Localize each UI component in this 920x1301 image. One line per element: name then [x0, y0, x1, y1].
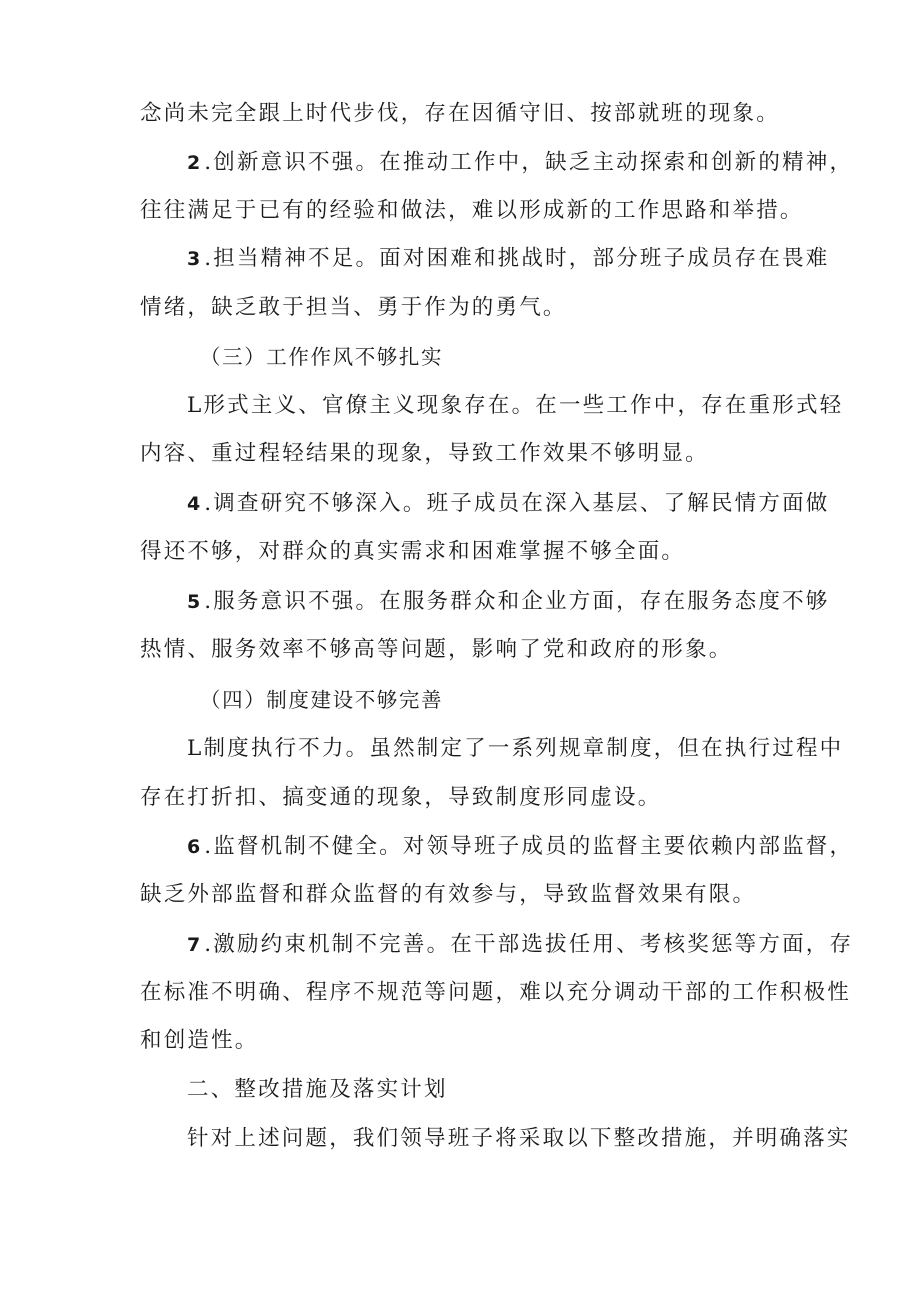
paragraph-line: 念尚未完全跟上时代步伐，存在因循守旧、按部就班的现象。 — [140, 101, 780, 126]
item-number: 2 — [187, 152, 201, 174]
item-number: 5 — [187, 591, 201, 613]
paragraph-line: 得还不够，对群众的真实需求和困难掌握不够全面。 — [140, 539, 686, 564]
paragraph-line: .服务意识不强。在服务群众和企业方面，存在服务态度不够 — [204, 589, 830, 614]
paragraph-line: 缺乏外部监督和群众监督的有效参与，导致监督效果有限。 — [140, 882, 757, 907]
paragraph-line: 往往满足于已有的经验和做法，难以形成新的工作思路和举措。 — [140, 198, 804, 223]
numbered-paragraph-4 — [187, 489, 829, 519]
numbered-paragraph-6 — [187, 832, 853, 862]
numbered-paragraph-3 — [187, 244, 829, 274]
numbered-paragraph-2 — [187, 148, 853, 178]
paragraph-line: 存在打折扣、搞变通的现象，导致制度形同虚设。 — [140, 785, 662, 810]
paragraph-line: 在标准不明确、程序不规范等问题，难以充分调动干部的工作积极性 — [140, 980, 852, 1005]
paragraph-line: .担当精神不足。面对困难和挑战时，部分班子成员存在畏难 — [204, 246, 830, 271]
paragraph-line: 热情、服务效率不够高等问题，影响了党和政府的形象。 — [140, 637, 733, 662]
item-number: 7 — [187, 934, 201, 956]
numbered-paragraph-7 — [187, 930, 853, 960]
section-heading: （三）工作作风不够扎实 — [200, 345, 444, 369]
paragraph-line: L制度执行不力。虽然制定了一系列规章制度，但在执行过程中 — [187, 736, 844, 761]
paragraph-line: .激励约束机制不完善。在干部选拔任用、考核奖惩等方面，存 — [204, 932, 854, 957]
paragraph-line: 和创造性。 — [140, 1028, 259, 1053]
paragraph-line: .调查研究不够深入。班子成员在深入基层、了解民情方面做 — [204, 491, 830, 516]
paragraph-line: .监督机制不健全。对领导班子成员的监督主要依赖内部监督， — [204, 834, 854, 859]
item-number: 3 — [187, 248, 201, 270]
numbered-paragraph-5 — [187, 587, 829, 617]
item-number: 6 — [187, 836, 201, 858]
paragraph-line: 针对上述问题，我们领导班子将采取以下整改措施，并明确落实 — [187, 1126, 851, 1151]
paragraph-line: 内容、重过程轻结果的现象，导致工作效果不够明显。 — [140, 441, 709, 466]
paragraph-line: L形式主义、官僚主义现象存在。在一些工作中，存在重形式轻 — [187, 393, 844, 418]
section-heading: 二、整改措施及落实计划 — [187, 1077, 448, 1102]
paragraph-line: .创新意识不强。在推动工作中，缺乏主动探索和创新的精神， — [204, 150, 854, 175]
item-number: 4 — [187, 493, 201, 515]
section-heading: （四）制度建设不够完善 — [200, 688, 444, 712]
paragraph-line: 情绪，缺乏敢于担当、勇于作为的勇气。 — [140, 295, 567, 320]
